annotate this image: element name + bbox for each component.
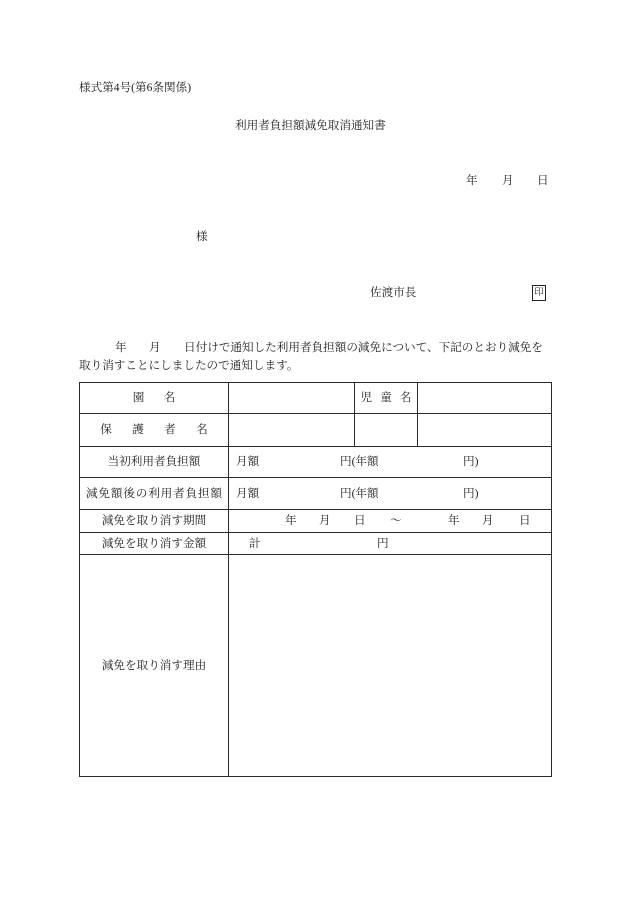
issue-date-day: 日	[537, 174, 549, 187]
reduced-fee-monthly-label: 月額	[236, 486, 260, 500]
period-label: 減免を取り消す期間	[101, 514, 207, 527]
document-title: 利用者負担額減免取消通知書	[235, 119, 386, 132]
initial-fee-monthly-label: 月額	[236, 455, 260, 468]
initial-fee-label-cell	[80, 447, 229, 478]
issue-date-year: 年	[466, 174, 478, 187]
seal-mark: 印	[532, 285, 546, 301]
period-from-year: 年	[285, 514, 297, 527]
period-from-month: 月	[319, 514, 331, 527]
period-label-cell	[80, 510, 229, 533]
initial-fee-field	[229, 447, 552, 478]
reduced-fee-annual-label: 円(年額	[340, 486, 379, 500]
guardian-row-blank-cell	[355, 414, 418, 447]
notice-line-2: 取り消すことにしましたので通知します。	[79, 359, 299, 372]
reason-label-cell	[80, 555, 229, 777]
notice-line-1: 日付けで通知した利用者負担額の減免について、下記のとおり減免を	[184, 341, 543, 354]
reduced-fee-label-cell	[80, 478, 229, 510]
period-to-month: 月	[482, 514, 494, 527]
initial-fee-annual-close: 円)	[463, 455, 479, 468]
form-number: 様式第4号(第6条関係)	[79, 81, 192, 94]
table-row-initial-fee	[80, 447, 552, 478]
guardian-name-label-cell	[80, 414, 229, 447]
amount-label: 減免を取り消す金額	[101, 536, 207, 550]
issuer-name: 佐渡市長	[370, 286, 417, 299]
period-to-day: 日	[519, 514, 531, 527]
amount-total-label: 計	[249, 536, 261, 550]
notice-year: 年	[115, 341, 127, 354]
table-row-guardian	[80, 414, 552, 447]
child-name-field	[418, 383, 552, 414]
facility-name-label: 園 名	[132, 391, 180, 404]
recipient-honorific: 様	[196, 230, 208, 243]
reduced-fee-field	[229, 478, 552, 510]
table-row-period	[80, 510, 552, 533]
period-separator: ～	[390, 514, 402, 527]
reason-field	[229, 555, 552, 777]
facility-name-label-cell	[80, 383, 229, 414]
child-name-label-cell	[355, 383, 418, 414]
reduced-fee-label: 減免額後の利用者負担額	[85, 486, 223, 500]
period-from-day: 日	[354, 514, 366, 527]
initial-fee-label: 当初利用者負担額	[107, 455, 201, 468]
initial-fee-annual-label: 円(年額	[340, 455, 379, 468]
reduced-fee-annual-close: 円)	[463, 486, 479, 500]
child-name-label: 児 童 名	[360, 391, 415, 404]
amount-label-cell	[80, 533, 229, 555]
notice-month: 月	[149, 341, 161, 354]
issue-date-month: 月	[502, 174, 514, 187]
facility-name-field	[229, 383, 355, 414]
reason-label: 減免を取り消す理由	[101, 658, 207, 672]
guardian-name-label: 保 護 者 名	[100, 423, 213, 436]
details-table	[79, 382, 552, 777]
table-row-amount	[80, 533, 552, 555]
amount-field	[229, 533, 552, 555]
table-row-reason	[80, 555, 552, 777]
guardian-row-blank-cell-2	[418, 414, 552, 447]
table-row-reduced-fee	[80, 478, 552, 510]
period-to-year: 年	[448, 514, 460, 527]
amount-yen-label: 円	[377, 536, 389, 550]
period-field	[229, 510, 552, 533]
guardian-name-field	[229, 414, 355, 447]
table-row-facility	[80, 383, 552, 414]
